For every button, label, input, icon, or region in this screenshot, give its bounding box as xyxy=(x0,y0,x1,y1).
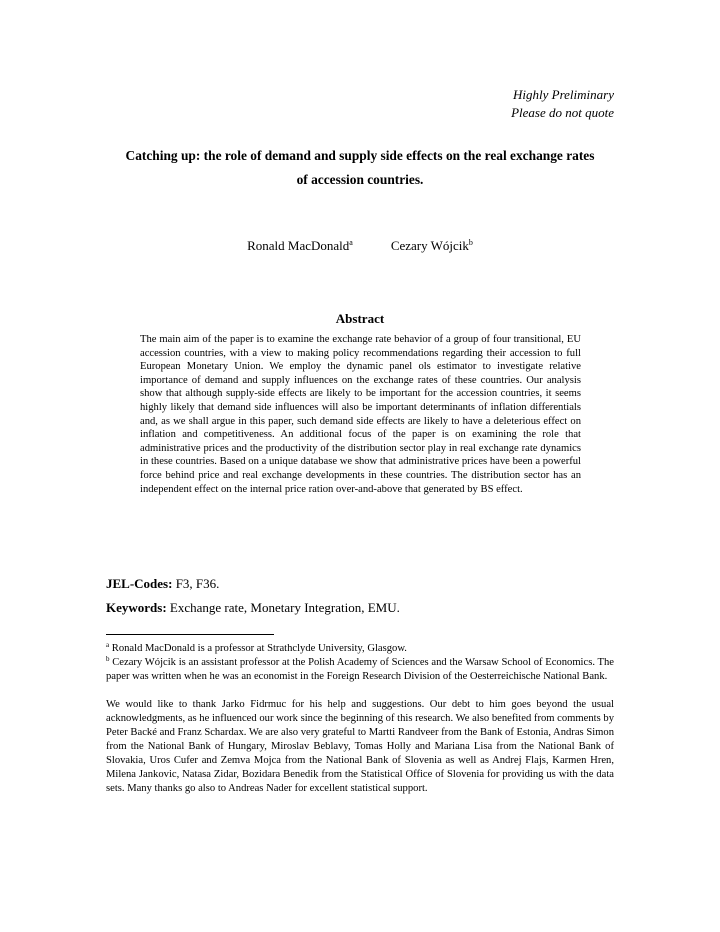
author-name: Cezary Wójcik xyxy=(390,238,469,253)
preliminary-notice xyxy=(511,86,614,122)
keywords-label: Keywords: xyxy=(106,600,167,615)
jel-codes-value: F3, F36. xyxy=(172,576,220,591)
keywords-value: Exchange rate, Monetary Integration, EMU. xyxy=(166,600,400,615)
abstract-heading: Abstract xyxy=(335,311,385,326)
author-name: Ronald MacDonald xyxy=(247,238,350,253)
acknowledgements: We would like to thank Jarko Fidrmuc for his help and suggestions. Our debt to him goes beyond the usual acknowledgments, as he influenced our work since the beginning of this research. We also benefited from comments by Peter Backé and Franz Schardax. We are also very grateful to Martti Randveer from the Bank of Estonia, Andras Simon from the National Bank of Hungary, Miroslav Beblavy, Tomas Holly and Mariana Lisa from the National Bank of Slovakia, Uros Cufer and Zemva Mojca from the National Bank of Slovenia as well as Andrej Flajs, Karmen Hren, Milena Jankovic, Natasa Zidar, Bozidara Benedik from the Statistical Office of Slovenia for providing us with the data sets. Many thanks go also to Andreas Nader for excellent statistical support. xyxy=(106,699,614,794)
footnote xyxy=(106,642,614,656)
author-affiliation-mark: b xyxy=(468,238,473,247)
footnote-separator xyxy=(106,634,274,635)
paper-title-line-1: Catching up: the role of demand and supply side effects on the real exchange rates xyxy=(125,148,595,163)
preliminary-line-1: Highly Preliminary xyxy=(513,87,614,102)
footnote-text: Ronald MacDonald is a professor at Strathclyde University, Glasgow. xyxy=(109,643,407,654)
jel-codes-label: JEL-Codes: xyxy=(106,576,173,591)
author-list xyxy=(0,238,720,254)
abstract-text: The main aim of the paper is to examine the exchange rate behavior of a group of four transitional, EU accession countries, with a view to making policy recommendations regarding their accession to full European Monetary Union. We employ the dynamic panel ols estimator to investigate relative importance of demand and supply influences on the exchange rates of these countries. Our analysis show that although supply-side effects are likely to be important for the accession countries, it seems highly likely that demand side influences will also be important determinants of inflation differentials and, as we shall argue in this paper, such demand side effects are likely to have a deleterious effect on inflation and competitiveness. An additional focus of the paper is on examining the role that administrative prices and the productivity of the distribution sector play in real exchange rate dynamics in these countries. Based on a unique database we show that administrative prices have been a powerful force behind price and real exchange developments in these countries. The distribution sector has an independent effect on the internal price ration over-and-above that generated by BS effect. xyxy=(140,334,581,495)
paper-title-line-2: of accession countries. xyxy=(296,172,424,187)
footnotes xyxy=(106,642,614,796)
author-affiliation-mark: a xyxy=(349,238,353,247)
footnote-text: Cezary Wójcik is an assistant professor at the Polish Academy of Sciences and the Warsaw School of Economics. The paper was written when he was an economist in the Foreign Research Division of the Oesterreichische National Bank. xyxy=(106,657,614,682)
keywords xyxy=(106,600,400,616)
jel-codes xyxy=(106,576,219,592)
preliminary-line-2: Please do not quote xyxy=(511,105,614,120)
footnote-mark: b xyxy=(106,655,110,663)
paper-title xyxy=(100,144,620,192)
footnote xyxy=(106,656,614,684)
footnote-mark: a xyxy=(106,641,110,649)
